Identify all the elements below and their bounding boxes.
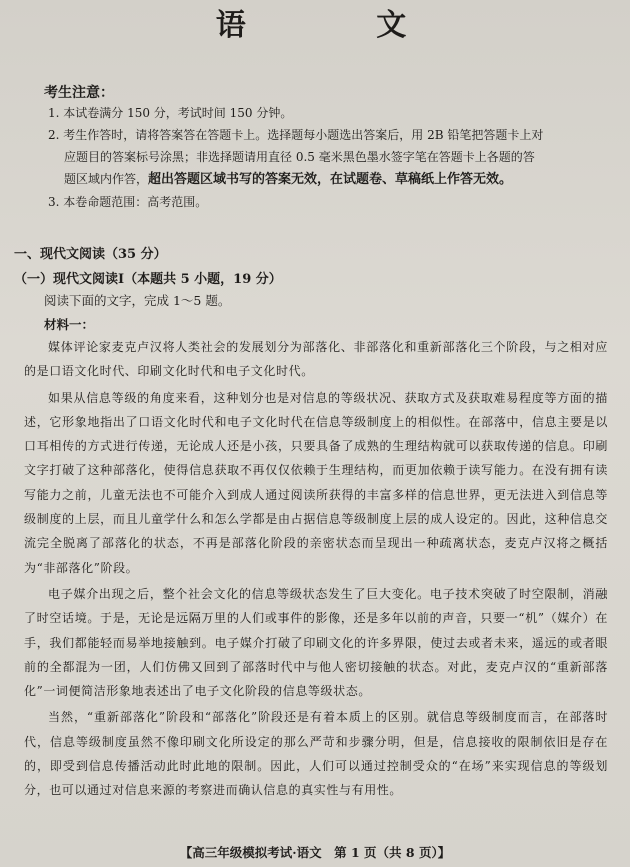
notice-item-2-line-2: 应题目的答案标号涂黑；非选择题请用直径 0.5 毫米黑色墨水签字笔在答题卡上各题的答 [64, 150, 535, 164]
body-paragraph: 当然，“重新部落化”阶段和“部落化”阶段还是有着本质上的区别。就信息等级制度而言，在部落时代，信息等级制度虽然不像印刷文化所设定的那么严苛和步骤分明，但是，信息接收的限制依旧是存在的，即受到信息传播活动此时此地的限制。因此，人们可以通过控制受众的“在场”来实现信息的等级划分，也可以通过对信息来源的考察进而确认信息的真实性与有用性。 [24, 710, 608, 798]
page-footer: 【高三年级模拟考试·语文 第 1 页（共 8 页）】 [179, 845, 451, 860]
section-heading: 一、现代文阅读（35 分） [14, 247, 167, 262]
notice-item-2-text: 题区域内作答， [64, 172, 149, 186]
notice-item-1: 1. 本试卷满分 150 分，考试时间 150 分钟。 [48, 106, 293, 120]
page-title: 语 文 [215, 8, 467, 43]
notice-emphasis: 超出答题区域书写的答案无效，在试题卷、草稿纸上作答无效。 [148, 172, 513, 187]
body-paragraph: 媒体评论家麦克卢汉将人类社会的发展划分为部落化、非部落化和重新部落化三个阶段，与之相对应的是口语文化时代、印刷文化时代和电子文化时代。 [24, 340, 608, 379]
notice-heading: 考生注意： [44, 85, 114, 101]
notice-item-2-line-1: 2. 考生作答时，请将答案答在答题卡上。选择题每小题选出答案后，用 2B 铅笔把答题卡上对 [48, 128, 544, 142]
subsection-heading: （一）现代文阅读Ⅰ（本题共 5 小题，19 分） [14, 272, 282, 287]
instruction-text: 阅读下面的文字，完成 1～5 题。 [44, 293, 231, 308]
body-paragraph: 电子媒介出现之后，整个社会文化的信息等级状态发生了巨大变化。电子技术突破了时空限制，消融了时空话境。于是，无论是远隔万里的人们或事件的影像，还是多年以前的声音，只要一“机”（媒介）在手，我们都能轻而易举地接触到。电子媒介打破了印刷文化的许多界限，使过去或者未来，遥远的或者眼前的全都混为一团，人们仿佛又回到了部落时代中与他人密切接触的状态。对此，麦克卢汉的“重新部落化”一词便简洁形象地表述出了电子文化阶段的信息等级状态。 [24, 586, 608, 699]
notice-item-2-line-3 [64, 168, 608, 191]
material-heading: 材料一： [44, 317, 95, 332]
notice-item-3: 3. 本卷命题范围：高考范围。 [48, 195, 208, 209]
body-paragraph: 如果从信息等级的角度来看，这种划分也是对信息的等级状况、获取方式及获取难易程度等方面的描述，它形象地指出了口语文化时代和电子文化时代在信息等级制度上的相似性。在部落中，信息主要是以口耳相传的方式进行传递，无论成人还是小孩，只要具备了成熟的生理结构就可以获取传递的信息。印刷文字打破了这种部落化，使得信息获取不再仅仅依赖于生理结构，而更加依赖于读写能力。在没有拥有读写能力之前，儿童无法也不可能介入到成人通过阅读所获得的丰富多样的信息世界，更无法进入到信息等级制度的上层，而且儿童学什么和怎么学都是由占据信息等级制度上层的成人设定的。因此，这种信息交流完全脱离了部落化的状态，不再是部落化阶段的亲密状态而呈现出一种疏离状态，麦克卢汉将之概括为“非部落化”阶段。 [24, 390, 608, 575]
